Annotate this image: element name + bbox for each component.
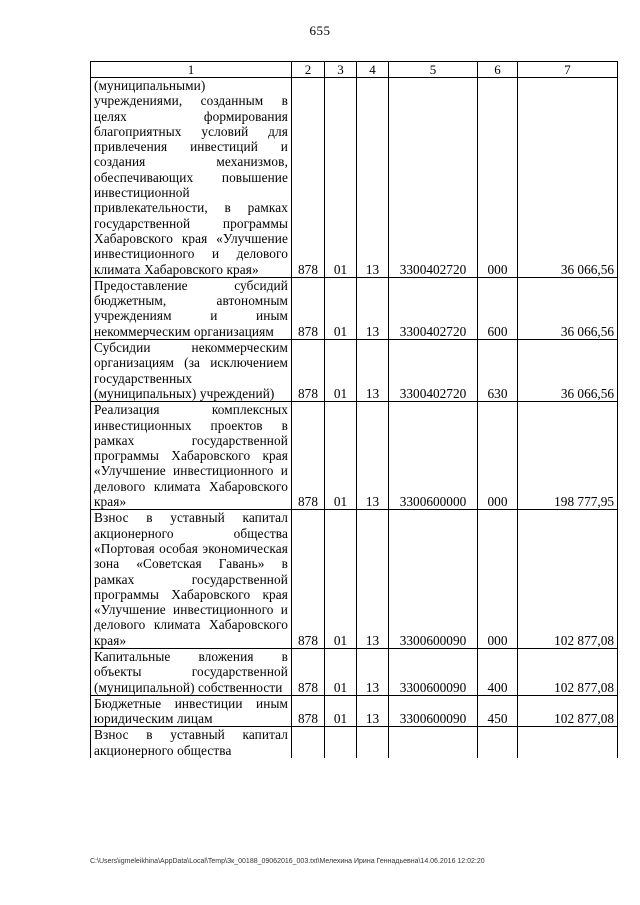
cell-section [325,727,357,758]
page-number: 655 [309,23,331,38]
cell-expense-type: 450 [478,695,518,727]
table-row [91,648,618,695]
cell-expense-type: 000 [478,78,518,278]
row-name: Взнос в уставный капитал акционерного общества «Портовая особая экономическая зона «Советская Гавань» в рамках государственной программы Хабаровского края «Улучшение инвестиционного и делового климата Хабаровского края» [91,510,292,649]
cell-ministry-code: 878 [292,510,325,649]
cell-subsection: 13 [357,510,389,649]
cell-subsection: 13 [357,277,389,339]
header-col-3: 3 [325,62,357,78]
header-col-5: 5 [389,62,478,78]
cell-subsection: 13 [357,648,389,695]
cell-expense-type: 600 [478,277,518,339]
header-row [91,62,618,78]
cell-expense-type: 630 [478,340,518,402]
cell-section: 01 [325,510,357,649]
cell-ministry-code: 878 [292,648,325,695]
cell-amount: 198 777,95 [518,402,618,510]
cell-section: 01 [325,402,357,510]
row-name: (муниципальными) учреждениями, созданным в целях формирования благоприятных условий для привлечения инвестиций и создания механизмов, обеспечивающих повышение инвестиционной привлекательности, в рамках государственной программы Хабаровского края «Улучшение инвестиционного и делового климата Хабаровского края» [91,78,292,278]
table-row [91,510,618,649]
row-name: Предоставление субсидий бюджетным, автономным учреждениям и иным некоммерческим организациям [91,277,292,339]
cell-section: 01 [325,340,357,402]
cell-section: 01 [325,277,357,339]
cell-ministry-code: 878 [292,340,325,402]
cell-section: 01 [325,648,357,695]
header-col-6: 6 [478,62,518,78]
cell-target-article: 3300402720 [389,78,478,278]
table-row [91,727,618,758]
cell-ministry-code: 878 [292,402,325,510]
cell-expense-type: 000 [478,402,518,510]
cell-target-article: 3300402720 [389,340,478,402]
cell-subsection [357,727,389,758]
cell-section: 01 [325,78,357,278]
cell-expense-type: 400 [478,648,518,695]
cell-amount: 102 877,08 [518,510,618,649]
cell-target-article: 3300402720 [389,277,478,339]
cell-target-article: 3300600090 [389,510,478,649]
table-row [91,402,618,510]
row-name: Взнос в уставный капитал акционерного общества [91,727,292,758]
table-header [91,62,618,78]
cell-expense-type: 000 [478,510,518,649]
footer-file-path: C:\Users\igmeleikhina\AppData\Local\Temp\Зк_00188_09062016_003.txt\Мелехина Ирина Геннадьевна\14.06.2016 12:02:20 [90,858,485,865]
cell-amount: 36 066,56 [518,340,618,402]
cell-amount: 102 877,08 [518,648,618,695]
table-body [91,78,618,759]
header-col-2: 2 [292,62,325,78]
table-row [91,277,618,339]
cell-target-article: 3300600090 [389,695,478,727]
header-col-4: 4 [357,62,389,78]
table-row [91,340,618,402]
cell-subsection: 13 [357,340,389,402]
table-row [91,78,618,278]
row-name: Капитальные вложения в объекты государственной (муниципальной) собственности [91,648,292,695]
row-name: Бюджетные инвестиции иным юридическим лицам [91,695,292,727]
cell-section: 01 [325,695,357,727]
cell-ministry-code: 878 [292,277,325,339]
header-col-7: 7 [518,62,618,78]
table-row [91,695,618,727]
cell-amount: 36 066,56 [518,277,618,339]
cell-target-article: 3300600090 [389,648,478,695]
row-name: Субсидии некоммерческим организациям (за исключением государственных (муниципальных) учреждений) [91,340,292,402]
cell-expense-type [478,727,518,758]
cell-amount: 36 066,56 [518,78,618,278]
cell-amount [518,727,618,758]
cell-subsection: 13 [357,78,389,278]
header-col-1: 1 [91,62,292,78]
cell-subsection: 13 [357,402,389,510]
cell-amount: 102 877,08 [518,695,618,727]
cell-subsection: 13 [357,695,389,727]
cell-target-article [389,727,478,758]
cell-ministry-code: 878 [292,78,325,278]
budget-table [90,61,618,758]
cell-target-article: 3300600000 [389,402,478,510]
cell-ministry-code [292,727,325,758]
row-name: Реализация комплексных инвестиционных проектов в рамках государственной программы Хабаровского края «Улучшение инвестиционного и делового климата Хабаровского края» [91,402,292,510]
cell-ministry-code: 878 [292,695,325,727]
